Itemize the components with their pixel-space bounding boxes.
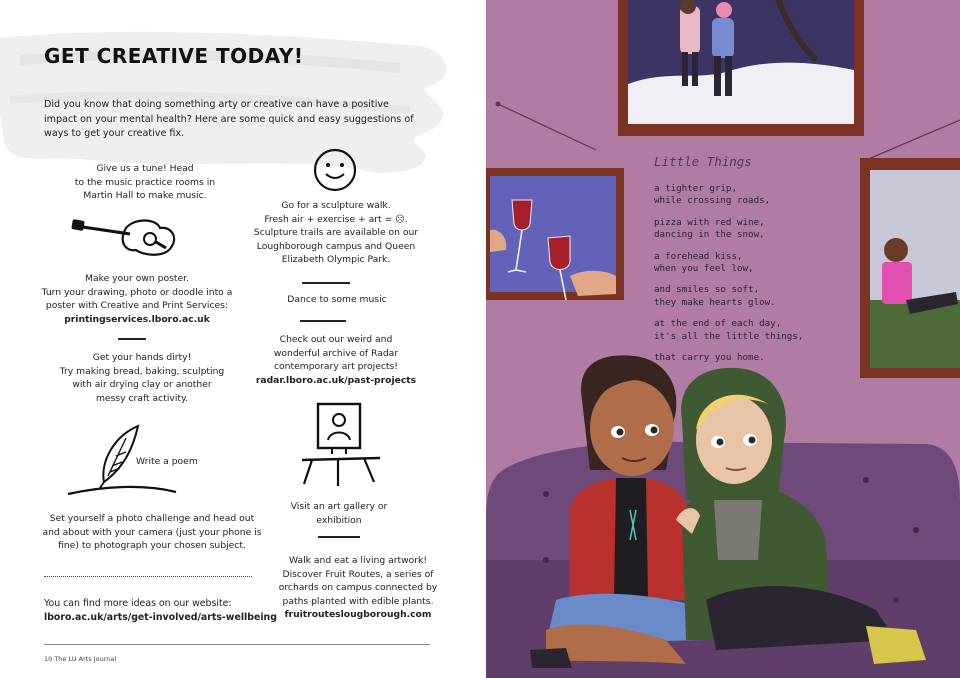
fruit-line-3: orchards on campus connected by (278, 582, 438, 594)
poem-stanza: pizza with red wine, dancing in the snow, (654, 216, 765, 241)
sculpture-block (246, 199, 426, 267)
more-ideas-text: You can find more ideas on our website: (44, 598, 232, 609)
more-ideas-block (44, 597, 277, 624)
sculpture-line-3: Sculpture trails are available on our (253, 227, 419, 239)
dirty-line-3: with air drying clay or another (72, 379, 212, 391)
poem-stanza: that carry you home. (654, 352, 765, 364)
page-folio: 10 The LU Arts Journal (44, 655, 117, 663)
radar-block (248, 333, 424, 387)
poem-little-things (654, 154, 803, 373)
fruit-line-2: Discover Fruit Routes, a series of (282, 568, 434, 580)
divider (300, 320, 346, 322)
photo-line-1: Set yourself a photo challenge and head out (49, 513, 255, 524)
dirty-line-1: Get your hands dirty! (92, 352, 192, 363)
divider (118, 338, 146, 340)
poem-stanza: a forehead kiss, when you feel low, (654, 250, 754, 275)
photo-line-3: fine) to photograph your chosen subject. (58, 540, 246, 552)
fruit-line-4: paths planted with edible plants. (282, 595, 434, 607)
sculpture-line-1: Go for a sculpture walk. (281, 200, 391, 211)
poster-block (24, 272, 250, 326)
radar-line-2: wonderful archive of Radar (273, 347, 399, 359)
poster-line-1: Make your own poster. (85, 273, 189, 284)
radar-line-3: contemporary art projects! (274, 361, 398, 373)
smiley-icon (312, 147, 358, 193)
poem-title: Little Things (654, 154, 752, 169)
poem-stanza: a tighter grip, while crossing roads, (654, 183, 771, 207)
fruit-routes-block (270, 554, 446, 622)
dirty-line-2: Try making bread, baking, sculpting (59, 365, 225, 377)
radar-line-1: Check out our weird and (279, 334, 393, 345)
arts-wellbeing-link[interactable]: lboro.ac.uk/arts/get-involved/arts-wellbeing (44, 611, 277, 623)
printing-services-link[interactable]: printingservices.lboro.ac.uk (64, 313, 210, 325)
poster-line-3: poster with Creative and Print Services: (45, 300, 229, 312)
fruit-routes-link[interactable]: fruitrouteslougborough.com (284, 609, 432, 621)
poem-stanza: at the end of each day, it's all the little things, (654, 318, 804, 342)
divider (302, 282, 350, 284)
footer-rule (44, 644, 430, 645)
dotted-divider (44, 576, 252, 577)
guitar-icon (70, 212, 180, 260)
tune-block (60, 162, 230, 203)
dance-text: Dance to some music (287, 294, 387, 305)
gallery-line-2: exhibition (316, 514, 362, 526)
sculpture-line-5: Elizabeth Olympic Park. (281, 254, 391, 266)
dirty-line-4: messy craft activity. (95, 392, 189, 404)
photo-line-2: and about with your camera (just your phone is (42, 526, 262, 538)
gallery-line-1: Visit an art gallery or (290, 501, 388, 512)
fruit-line-1: Walk and eat a living artwork! (288, 555, 428, 566)
sculpture-line-2: Fresh air + exercise + art = ☹. (264, 213, 408, 225)
tune-line-1: Give us a tune! Head (96, 163, 194, 174)
hands-dirty-block (44, 351, 240, 405)
intro-paragraph: Did you know that doing something arty or creative can have a positive impact on your mental health? Here are some quick and easy suggestions of ways to get your creative fix. (44, 99, 414, 139)
poster-line-2: Turn your drawing, photo or doodle into a (41, 286, 233, 298)
gallery-block (276, 500, 402, 527)
poem-stanza: and smiles so soft, they make hearts glow. (654, 284, 776, 308)
photo-challenge-block (34, 512, 270, 553)
easel-portrait-icon (298, 400, 384, 492)
page-title: GET CREATIVE TODAY! (44, 44, 304, 68)
sculpture-line-4: Loughborough campus and Queen (256, 240, 416, 252)
divider (318, 536, 360, 538)
tune-line-3: Martin Hall to make music. (83, 190, 207, 202)
write-poem-text: Write a poem (136, 456, 198, 467)
right-page-illustration (486, 0, 960, 678)
radar-link[interactable]: radar.lboro.ac.uk/past-projects (255, 374, 417, 386)
tune-line-2: to the music practice rooms in (74, 176, 216, 188)
